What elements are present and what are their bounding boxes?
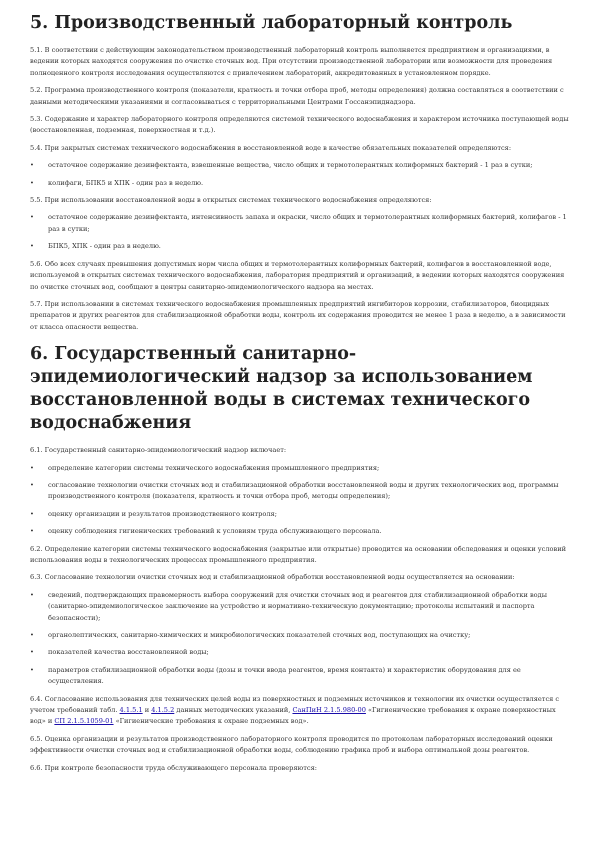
list-item: • органолептических, санитарно-химических и микробиологических показателей сточных вод, поступающих на очистку;: [30, 630, 573, 641]
link-table-4-1-5-1[interactable]: 4.1.5.1: [119, 706, 143, 715]
bullet-icon: •: [30, 213, 34, 222]
list-item: • оценку организации и результатов производственного контроля;: [30, 509, 573, 520]
paragraph-5-3: 5.3. Содержание и характер лабораторного контроля определяются системой технического водоснабжения и характером источника поступающей воды (восстановленная, подземная, поверхностная и т.д.).: [30, 115, 569, 135]
bullet-icon: •: [30, 527, 34, 536]
paragraph-6-3: 6.3. Согласование технологии очистки сточных вод и стабилизационной обработки восстановленной воды осуществляется на основании:: [30, 573, 515, 582]
paragraph-6-1: 6.1. Государственный санитарно-эпидемиологический надзор включает:: [30, 446, 287, 455]
link-table-4-1-5-2[interactable]: 4.1.5.2: [151, 706, 175, 715]
list-item: • остаточное содержание дезинфектанта, взвешенные вещества, число общих и термотолерантных колиформных бактерий - 1 раз в сутки;: [30, 160, 573, 171]
paragraph-5-6: 5.6. Обо всех случаях превышения допустимых норм числа общих и термотолерантных колиформных бактерий, колифагов в восстановленной воде, используемой в открытых системах технического водоснабжения, лаборатория предприятий и организаций, в ведении которых находятся сооружения по очистке сточных вод, сообщают в центры санитарно-эпидемиологического надзора на местах.: [30, 259, 565, 291]
paragraph-5-1: 5.1. В соответствии с действующим законодательством производственный лабораторный контроль выполняется предприятием и организациями, в ведении которых находятся сооружения по очистке сточных вод. При отсутствии производственной лаборатории или возможности для проведения полноценного контроля исследования осуществляются с привлечением лабораторий, аккредитованных в установленном порядке.: [30, 46, 553, 77]
paragraph-5-2: 5.2. Программа производственного контроля (показатели, кратность и точки отбора проб, методы определения) должна составляться в соответствии с данными методическими указаниями и согласовываться с территориальными Центрами Госсанэпиднадзора.: [30, 86, 564, 106]
bullet-icon: •: [30, 631, 34, 639]
link-sanpin[interactable]: СанПиН 2.1.5.980-00: [292, 706, 366, 715]
paragraph-6-2: 6.2. Определение категории системы технического водоснабжения (закрытые или открытые) проводится на основании обследования и оценки условий использования воды в технологических процессах промышленного предприятия.: [30, 544, 567, 564]
paragraph-6-5: 6.5. Оценка организации и результатов производственного лабораторного контроля проводится по протоколам лабораторных исследований оценки эффективности очистки сточных вод и стабилизационной обработки воды, соблюдению графика проб и выбора оптимальной дозы реагентов.: [30, 734, 553, 755]
list-item: • остаточное содержание дезинфектанта, интенсивность запаха и окраски, число общих и термотолерантных колиформных бактерий, колифагов - 1 раз в сутки;: [30, 212, 573, 235]
bullet-icon: •: [30, 509, 34, 518]
list-item: • параметров стабилизационной обработки воды (дозы и точки ввода реагентов, время контакта) и характеристик оборудования для ее осуществления.: [30, 665, 573, 688]
bullet-icon: •: [30, 590, 34, 599]
list-item: • колифаги, БПК5 и ХПК - один раз в неделю.: [30, 178, 573, 189]
bullet-icon: •: [30, 480, 34, 489]
section-5-title: 5. Производственный лабораторный контроль: [30, 13, 513, 33]
bullet-icon: •: [30, 665, 34, 674]
bullet-icon: •: [30, 242, 34, 251]
bullet-icon: •: [30, 463, 34, 472]
paragraph-6-6: 6.6. При контроле безопасности труда обслуживающего персонала проверяются:: [30, 763, 318, 772]
list-item: • сведений, подтверждающих правомерность выбора сооружений для очистки сточных вод и реагентов для стабилизационной обработки воды (санитарно-эпидемиологическое заключение на устройство и нормативно-техническую документацию; протоколы испытаний и паспорта безопасности);: [30, 590, 573, 624]
paragraph-5-7: 5.7. При использовании в системах технического водоснабжения промышленных предприятий ингибиторов коррозии, стабилизаторов, биоцидных препаратов и других реагентов для стабилизационной обработки воды, контроль их содержания проводится не менее 1 раза в неделю, а в зависимости от класса опасности вещества.: [30, 299, 566, 331]
list-item: • показателей качества восстановленной воды;: [30, 647, 573, 658]
paragraph-6-4: 6.4. Согласование использования для технических целей воды из поверхностных и подземных источников и технологии их очистки осуществляется с учетом требований табл. 4.1.5.1 и 4.1.5.2 данных методических указаний, СанПиН 2.1.5.980-00 «Гигиенические требования к охране поверхностных вод» и СП 2.1.5.1059-01 «Гигиенические требования к охране подземных вод».: [30, 694, 560, 726]
section-6-title: 6. Государственный санитарно-эпидемиологический надзор за использованием восстановленной воды в системах технического водоснабжения: [30, 344, 533, 434]
paragraph-5-4: 5.4. При закрытых системах технического водоснабжения в восстановленной воде в качестве обязательных показателей определяются:: [30, 143, 512, 152]
paragraph-5-5: 5.5. При использовании восстановленной воды в открытых системах технического водоснабжения определяются:: [30, 196, 432, 205]
link-sp[interactable]: СП 2.1.5.1059-01: [54, 717, 114, 726]
list-item: • БПК5, ХПК - один раз в неделю.: [30, 241, 573, 252]
bullet-icon: •: [30, 161, 34, 170]
bullet-icon: •: [30, 178, 34, 187]
list-item: • согласование технологии очистки сточных вод и стабилизационной обработки восстановленной воды и других технологических вод, программы производственного контроля (показателя, кратность и точки отбора проб, методы определения);: [30, 480, 573, 503]
bullet-icon: •: [30, 648, 34, 657]
list-item: • оценку соблюдения гигиенических требований к условиям труда обслуживающего персонала.: [30, 526, 573, 537]
list-item: • определение категории системы технического водоснабжения промышленного предприятия;: [30, 463, 573, 474]
